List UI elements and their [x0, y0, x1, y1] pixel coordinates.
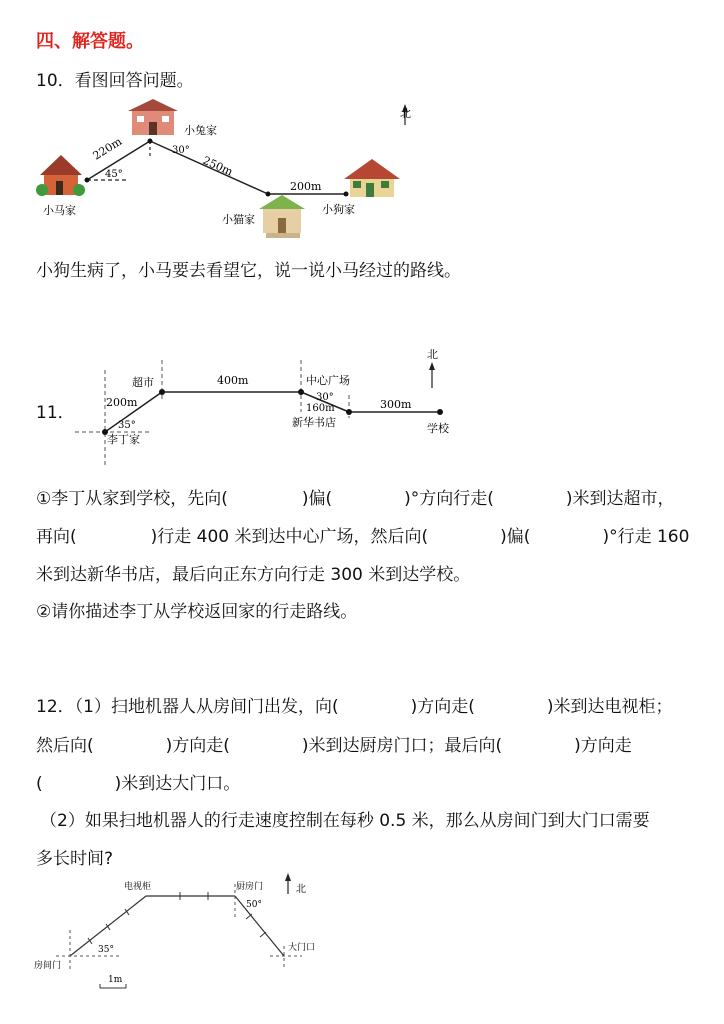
- q11-market: 超市: [132, 376, 154, 389]
- q10-a2: 30°: [172, 145, 190, 156]
- q11-map: [60, 340, 480, 470]
- q12-a50: 50°: [246, 900, 262, 910]
- q11-north: 北: [427, 348, 438, 361]
- q11-d400: 400m: [217, 374, 249, 387]
- q12-line3: ( )米到达大门口。: [36, 774, 241, 794]
- q10-d3: 200m: [290, 180, 322, 193]
- q11-bookstore: 新华书店: [292, 416, 336, 429]
- q12-scale: 1m: [108, 975, 123, 985]
- q10-title: 10．看图回答问题。: [36, 71, 194, 91]
- point-school: [437, 409, 443, 415]
- q11-d300: 300m: [380, 398, 412, 411]
- q12-kitchen: 厨房门: [236, 882, 264, 892]
- q10-a1: 45°: [105, 169, 123, 180]
- house-cat-icon: [259, 195, 305, 238]
- q11-school: 学校: [427, 422, 449, 435]
- q12-tv: 电视柜: [124, 882, 152, 892]
- q10-dog: 小狗家: [322, 203, 355, 216]
- q12-door: 大门口: [288, 943, 316, 953]
- north-arrow-icon: [285, 873, 291, 881]
- point-market: [159, 389, 165, 395]
- q10-map: [0, 95, 724, 245]
- point-cat: [266, 192, 271, 197]
- q12-a35: 35°: [98, 945, 114, 955]
- q12-line4: （2）如果扫地机器人的行走速度控制在每秒 0.5 米，那么从房间门到大门口需要: [40, 811, 650, 831]
- q10-question: 小狗生病了，小马要去看望它，说一说小马经过的路线。: [36, 261, 461, 281]
- q11-a30: 30°: [316, 392, 334, 403]
- q11-d200: 200m: [106, 396, 138, 409]
- q11-center: 中心广场: [306, 374, 350, 387]
- q10-cat: 小猫家: [222, 213, 255, 226]
- point-dog: [344, 192, 349, 197]
- q11-line1: ①李丁从家到学校，先向( )偏( )°方向行走( )米到达超市，: [36, 489, 675, 509]
- section-title: 四、解答题。: [36, 31, 144, 52]
- point-center: [298, 389, 304, 395]
- house-rabbit-icon: [128, 99, 178, 135]
- q11-home: 李丁家: [107, 433, 140, 446]
- q11-d160: 160m: [306, 403, 335, 414]
- q10-d2: 250m: [200, 153, 235, 179]
- point-bookstore: [346, 409, 352, 415]
- q12-line5: 多长时间?: [36, 849, 114, 869]
- q11-line4: ②请你描述李丁从学校返回家的行走路线。: [36, 602, 358, 622]
- q12-north: 北: [296, 884, 306, 895]
- q10-rabbit: 小兔家: [184, 124, 217, 137]
- q12-room: 房间门: [34, 961, 62, 971]
- q12-map: [30, 870, 360, 1000]
- point-rabbit: [148, 139, 153, 144]
- q11-line3: 米到达新华书店，最后向正东方向行走 300 米到达学校。: [36, 565, 471, 585]
- north-arrow-icon: [429, 362, 435, 370]
- q12-line2: 然后向( )方向走( )米到达厨房门口；最后向( )方向走: [36, 736, 632, 756]
- q11-number: 11．: [36, 403, 75, 423]
- q10-north: 北: [400, 107, 411, 120]
- point-horse: [85, 178, 90, 183]
- q11-line2: 再向( )行走 400 米到达中心广场，然后向( )偏( )°行走 160: [36, 527, 690, 547]
- q10-horse: 小马家: [43, 204, 76, 217]
- house-dog-icon: [344, 159, 400, 197]
- q12-line1: 12．（1）扫地机器人从房间门出发，向( )方向走( )米到达电视柜；: [36, 697, 673, 717]
- q10-d1: 220m: [90, 134, 125, 163]
- q11-a35: 35°: [118, 420, 136, 431]
- house-horse-icon: [36, 155, 85, 196]
